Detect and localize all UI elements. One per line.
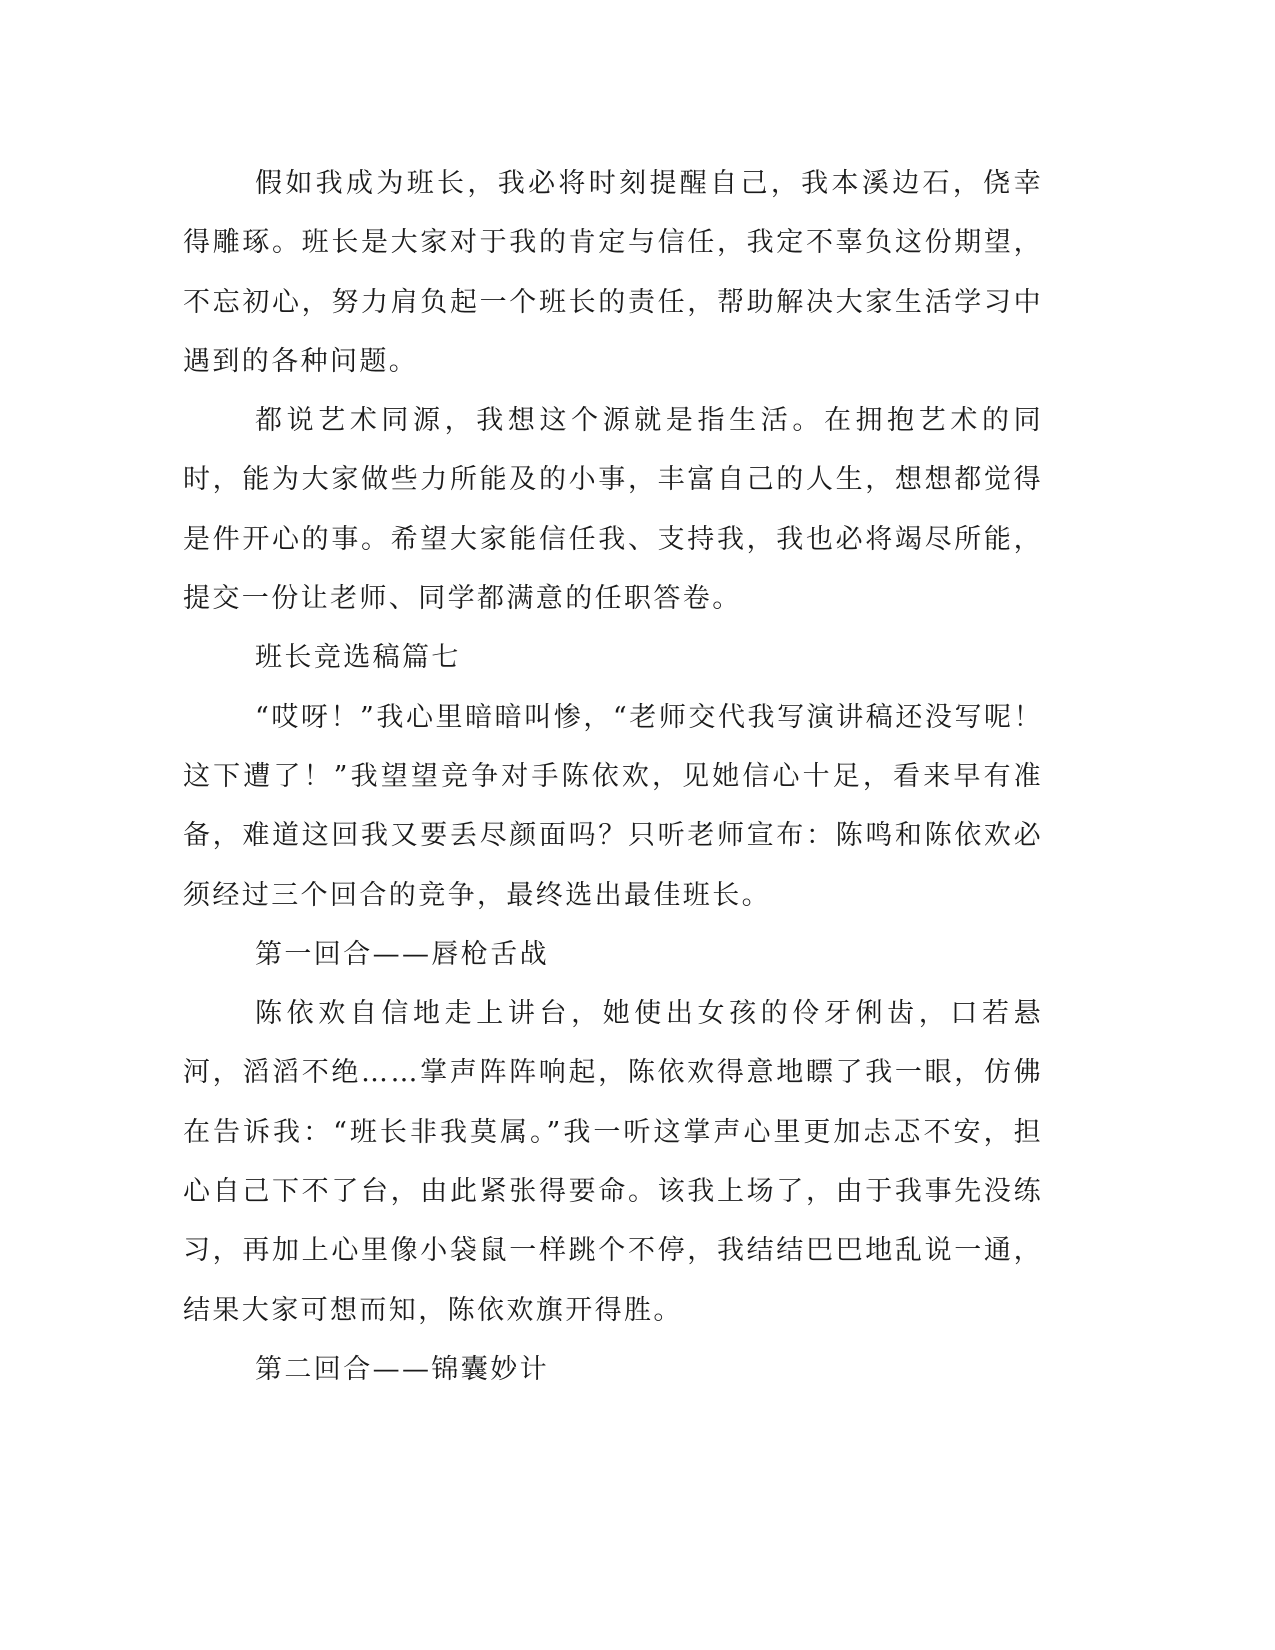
document-body <box>183 154 1043 1399</box>
round-1-heading: 第一回合——唇枪舌战 <box>255 938 549 970</box>
round-2-heading: 第二回合——锦囊妙计 <box>255 1353 549 1385</box>
paragraph-3: “哎呀！”我心里暗暗叫惨，“老师交代我写演讲稿还没写呢！这下遭了！”我望望竞争对手陈依欢，见她信心十足，看来早有准备，难道这回我又要丢尽颜面吗？只听老师宣布：陈鸣和陈依欢必须经过三个回合的竞争，最终选出最佳班长。 <box>183 701 1043 911</box>
paragraph-1: 假如我成为班长，我必将时刻提醒自己，我本溪边石，侥幸得雕琢。班长是大家对于我的肯定与信任，我定不辜负这份期望，不忘初心，努力肩负起一个班长的责任，帮助解决大家生活学习中遇到的各种问题。 <box>183 168 1043 377</box>
paragraph-4: 陈依欢自信地走上讲台，她使出女孩的伶牙俐齿，口若悬河，滔滔不绝……掌声阵阵响起，陈依欢得意地瞟了我一眼，仿佛在告诉我：“班长非我莫属。”我一听这掌声心里更加忐忑不安，担心自己下不了台，由此紧张得要命。该我上场了，由于我事先没练习，再加上心里像小袋鼠一样跳个不停，我结结巴巴地乱说一通，结果大家可想而知，陈依欢旗开得胜。 <box>183 998 1043 1326</box>
section-heading-7: 班长竞选稿篇七 <box>255 642 461 674</box>
paragraph-2: 都说艺术同源，我想这个源就是指生活。在拥抱艺术的同时，能为大家做些力所能及的小事，丰富自己的人生，想想都觉得是件开心的事。希望大家能信任我、支持我，我也必将竭尽所能，提交一份让老师、同学都满意的任职答卷。 <box>183 405 1043 615</box>
